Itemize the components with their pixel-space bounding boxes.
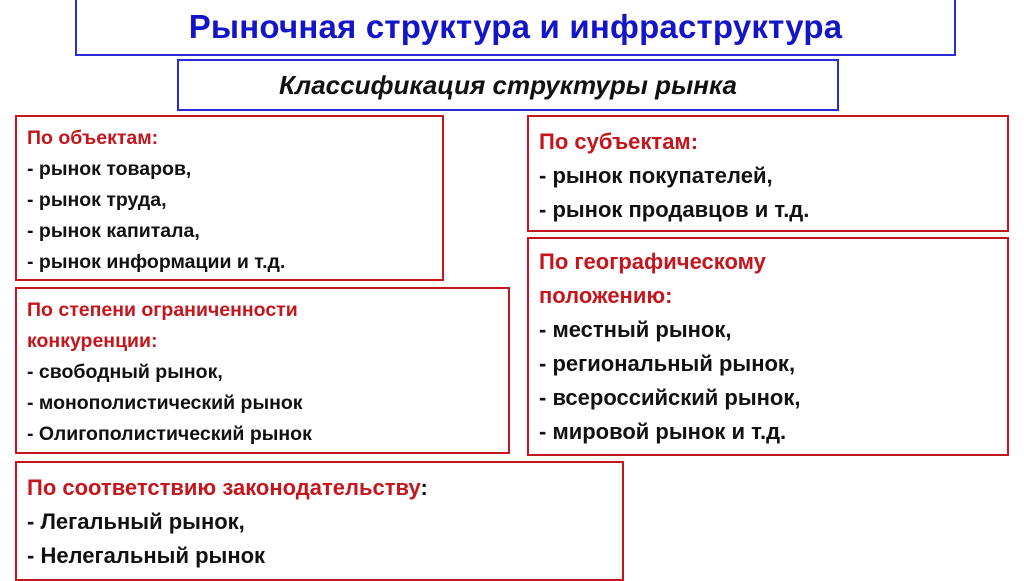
card-by-geography [527,237,1009,456]
list-item: - Легальный рынок, [27,509,245,534]
list-item: - мировой рынок и т.д. [539,419,787,444]
list-item: - региональный рынок, [539,351,796,376]
list-item: - рынок капитала, [27,220,200,242]
list-item: - рынок товаров, [27,158,192,180]
page-title: Рыночная структура и инфраструктура [188,8,843,45]
card-by-competition [15,287,510,454]
card-heading: положению: [539,283,673,308]
card-by-subjects [527,115,1009,232]
list-item: - местный рынок, [539,317,732,342]
card-heading: По объектам: [27,127,159,149]
title-box [75,0,956,56]
list-item: - рынок покупателей, [539,163,773,188]
card-by-legality [15,461,624,581]
card-heading: конкуренции: [27,330,158,352]
page-subtitle: Классификация структуры рынка [279,69,737,100]
list-item: - Нелегальный рынок [27,543,266,568]
list-item: - всероссийский рынок, [539,385,801,410]
card-by-objects [15,115,444,281]
list-item: - Олигополистический рынок [27,423,312,445]
list-item: - свободный рынок, [27,361,223,383]
subtitle-box [177,59,839,111]
card-heading-text: По соответствию законодательству [27,475,421,500]
card-heading: По географическому [539,249,766,274]
heading-colon: : [420,475,428,500]
card-heading: По субъектам: [539,129,699,154]
card-heading [27,471,612,505]
list-item: - монополистический рынок [27,392,303,414]
card-heading: По степени ограниченности [27,299,298,321]
list-item: - рынок продавцов и т.д. [539,197,810,222]
list-item: - рынок труда, [27,189,167,211]
list-item: - рынок информации и т.д. [27,251,286,273]
